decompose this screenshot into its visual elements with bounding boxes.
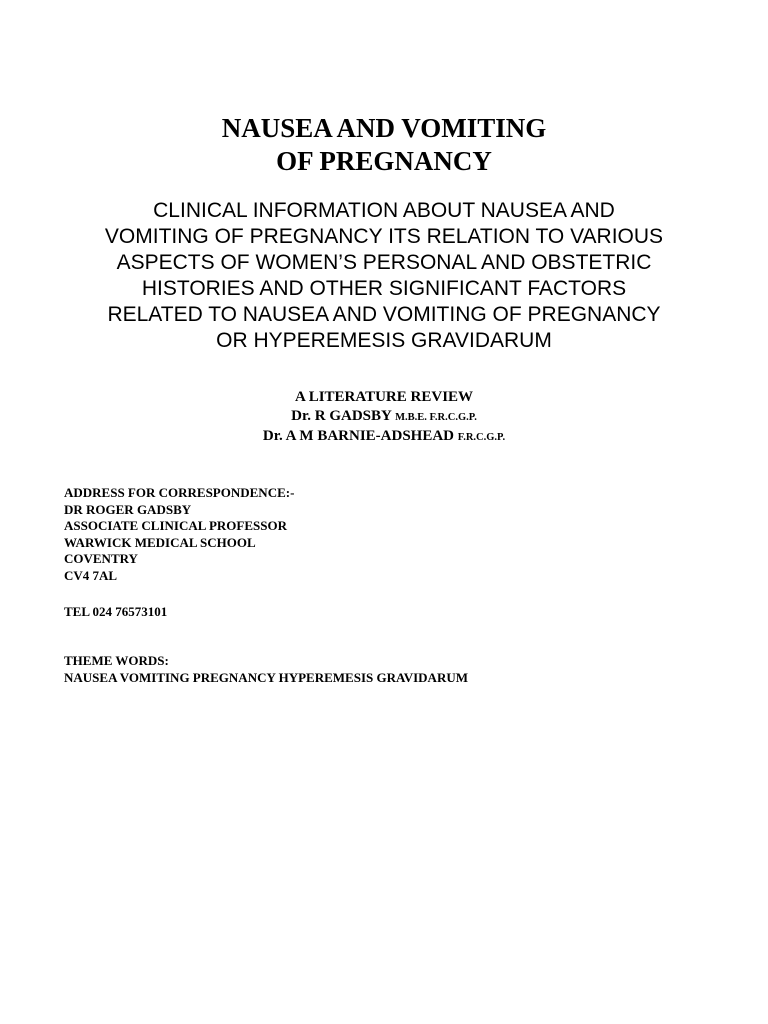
author-2 (0, 427, 768, 447)
subtitle-line: VOMITING OF PREGNANCY ITS RELATION TO VARIOUS (104, 225, 664, 248)
theme-words-list: NAUSEA VOMITING PREGNANCY HYPEREMESIS GRAVIDARUM (64, 669, 468, 685)
title-line-2: OF PREGNANCY (276, 146, 492, 176)
subtitle-line: CLINICAL INFORMATION ABOUT NAUSEA AND (153, 199, 615, 222)
author-1 (0, 407, 768, 427)
subtitle-line: OR HYPEREMESIS GRAVIDARUM (216, 329, 552, 352)
author-1-name: Dr. R GADSBY (291, 408, 392, 424)
document-subtitle (40, 198, 728, 354)
address-line: COVENTRY (64, 551, 138, 566)
address-line: ASSOCIATE CLINICAL PROFESSOR (64, 518, 287, 533)
address-line: ADDRESS FOR CORRESPONDENCE:- (64, 485, 295, 500)
literature-review-block (0, 388, 768, 447)
correspondence-address (64, 485, 724, 584)
author-2-qualifications: F.R.C.G.P. (457, 432, 506, 443)
document-title (0, 112, 768, 178)
telephone-number: TEL 024 76573101 (64, 604, 168, 619)
theme-words-label: THEME WORDS: (64, 653, 169, 668)
author-1-qualifications: M.B.E. F.R.C.G.P. (395, 412, 477, 423)
address-line: CV4 7AL (64, 567, 118, 583)
address-line: WARWICK MEDICAL SCHOOL (64, 534, 256, 550)
theme-words (64, 653, 724, 686)
subtitle-line: RELATED TO NAUSEA AND VOMITING OF PREGNANCY (107, 303, 661, 326)
review-heading: A LITERATURE REVIEW (294, 389, 474, 405)
subtitle-line: ASPECTS OF WOMEN’S PERSONAL AND OBSTETRIC (116, 251, 652, 274)
telephone (64, 604, 724, 621)
author-2-name: Dr. A M BARNIE-ADSHEAD (262, 428, 455, 444)
title-line-1: NAUSEA AND VOMITING (221, 113, 547, 143)
address-line: DR ROGER GADSBY (64, 501, 192, 517)
subtitle-line: HISTORIES AND OTHER SIGNIFICANT FACTORS (141, 277, 627, 300)
